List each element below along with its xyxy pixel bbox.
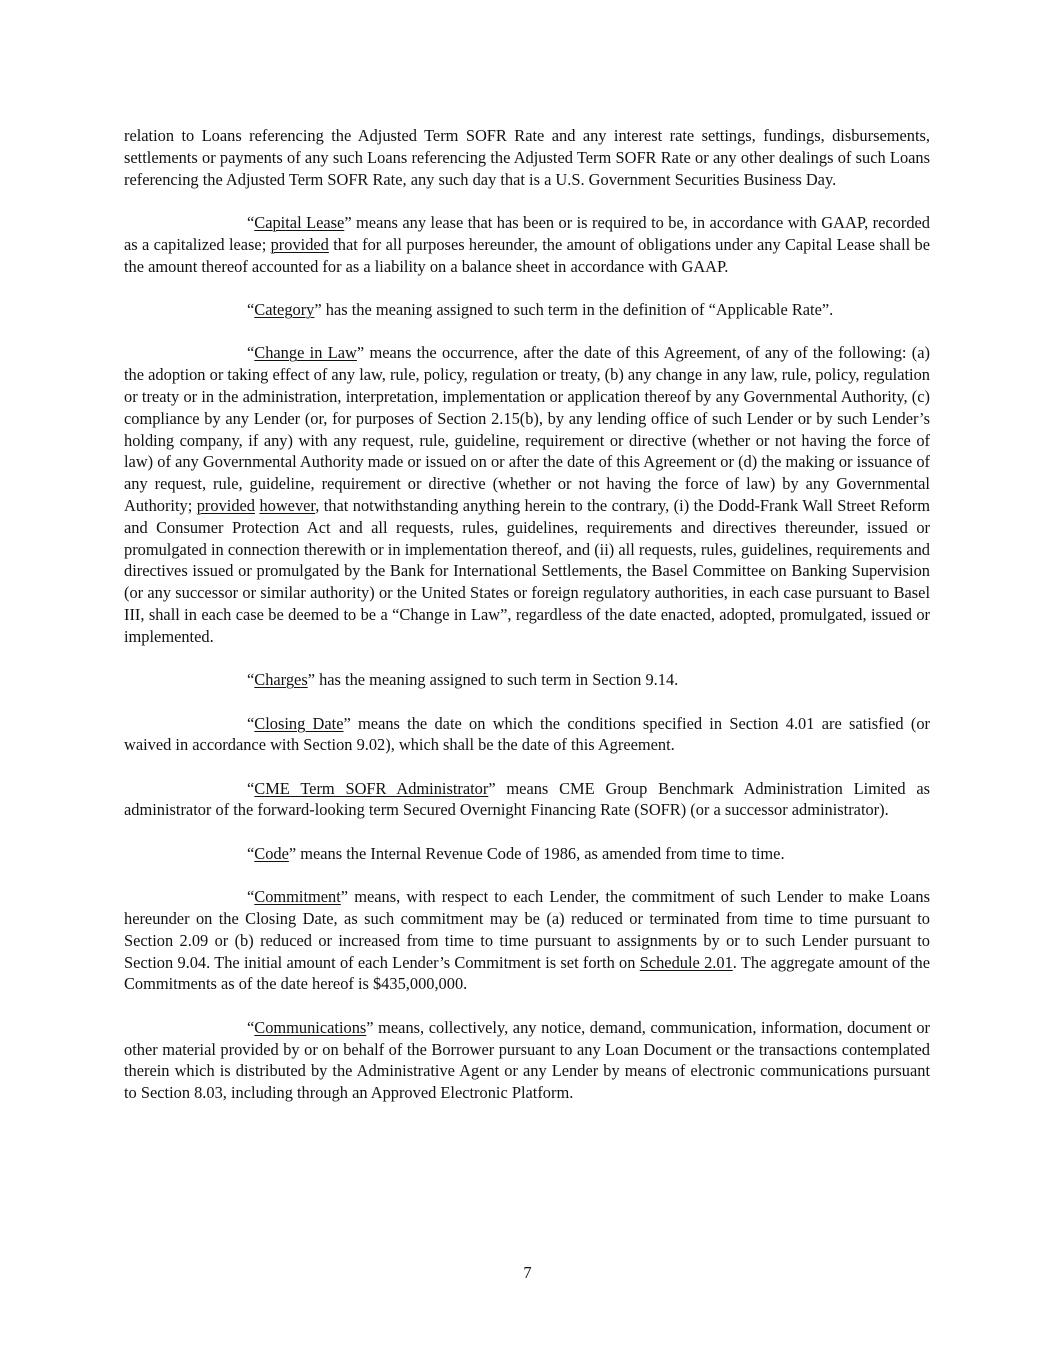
defined-term: Charges [254,670,308,690]
open-quote: “ [247,670,255,690]
definition-category [124,299,930,321]
document-page [124,125,930,1126]
defined-term: Communications [254,1017,367,1037]
definition-closing-date [124,713,930,757]
definition-text: ” means the Internal Revenue Code of 1986, as amended from time to time. [288,843,785,863]
definition-communications [124,1017,930,1104]
definition-code [124,843,930,865]
definition-charges [124,669,930,691]
open-quote: “ [247,713,255,733]
definition-text: that for all purposes hereunder, the amount of obligations under any Capital Lease shall be the amount thereof accounted for as a liability on a balance sheet in accordance with GAAP. [124,234,930,276]
definition-cme-term-sofr-administrator [124,778,930,822]
definition-text: , that notwithstanding anything herein to the contrary, (i) the Dodd-Frank Wall Street Reform and Consumer Protection Act and all requests, rules, guidelines, requirements and directives thereunder, issued or promulgated in connection therewith or in implementation thereof, and (ii) all requests, rules, guidelines, requirements and directives issued or promulgated by the Bank for International Settlements, the Basel Committee on Banking Supervision (or any successor or similar authority) or the United States or foreign regulatory authorities, in each case pursuant to Basel III, shall in each case be deemed to be a “Change in Law”, regardless of the date enacted, adopted, promulgated, issued or implemented. [124,495,930,646]
proviso-term: provided [196,495,255,515]
definition-text: ” means, with respect to each Lender, the commitment of such Lender to make Loans hereunder on the Closing Date, as such commitment may be (a) reduced or terminated from time to time pursuant to Section 2.09 or (b) reduced or increased from time to time pursuant to assignments by or to such Lender pursuant to Section 9.04. The initial amount of each Lender’s Commitment is set forth on [124,887,930,972]
definition-commitment [124,886,930,995]
open-quote: “ [247,887,255,907]
open-quote: “ [247,843,255,863]
definition-text: . The aggregate amount of the Commitments as of the date hereof is $435,000,000. [124,952,930,994]
paragraph-continuation: relation to Loans referencing the Adjusted Term SOFR Rate and any interest rate settings, fundings, disbursements, settlements or payments of any such Loans referencing the Adjusted Term SOFR Rate or any other dealings of such Loans referencing the Adjusted Term SOFR Rate, any such day that is a U.S. Government Securities Business Day. [124,126,930,189]
definition-text: ” means, collectively, any notice, demand, communication, information, document or other material provided by or on behalf of the Borrower pursuant to any Loan Document or the transactions contemplated therein which is distributed by the Administrative Agent or any Lender by means of electronic communications pursuant to Section 8.03, including through an Approved Electronic Platform. [124,1017,930,1103]
schedule-reference: Schedule 2.01 [639,952,733,972]
defined-term: Capital Lease [254,212,345,232]
definition-text: ” means CME Group Benchmark Administration Limited as administrator of the forward-looking term Secured Overnight Financing Rate (SOFR) (or a successor administrator). [124,778,931,820]
defined-term: Closing Date [254,713,344,733]
open-quote: “ [247,212,255,232]
definition-text: ” has the meaning assigned to such term in the definition of “Applicable Rate”. [314,299,834,319]
defined-term: Category [254,299,315,319]
proviso-term: provided [270,234,329,254]
page-number: 7 [523,1263,532,1282]
open-quote: “ [247,343,255,363]
definition-text: ” means the date on which the conditions specified in Section 4.01 are satisfied (or waived in accordance with Section 9.02), which shall be the date of this Agreement. [124,713,930,755]
defined-term: Commitment [254,887,341,907]
defined-term: Change in Law [254,343,357,363]
definition-text: ” means the occurrence, after the date of this Agreement, of any of the following: (a) the adoption or taking effect of any law, rule, policy, regulation or treaty, (b) any change in any law, rule, policy, regulation or treaty or in the administration, interpretation, implementation or application thereof by any Governmental Authority, (c) compliance by any Lender (or, for purposes of Section 2.15(b), by any lending office of such Lender or by such Lender’s holding company, if any) with any request, rule, guideline, requirement or directive (whether or not having the force of law) of any Governmental Authority made or issued on or after the date of this Agreement or (d) the making or issuance of any request, rule, guideline, requirement or directive (whether or not having the force of law) by any Governmental Authority; [124,343,931,515]
definition-change-in-law [124,342,930,647]
defined-term: Code [254,843,289,863]
defined-term: CME Term SOFR Administrator [254,778,489,798]
definition-text: ” means any lease that has been or is required to be, in accordance with GAAP, recorded as a capitalized lease; [124,212,931,254]
open-quote: “ [247,778,255,798]
definition-text: ” has the meaning assigned to such term in Section 9.14. [307,670,679,690]
open-quote: “ [247,1017,255,1037]
open-quote: “ [247,299,255,319]
definition-capital-lease [124,212,930,277]
proviso-term: however [259,495,316,515]
